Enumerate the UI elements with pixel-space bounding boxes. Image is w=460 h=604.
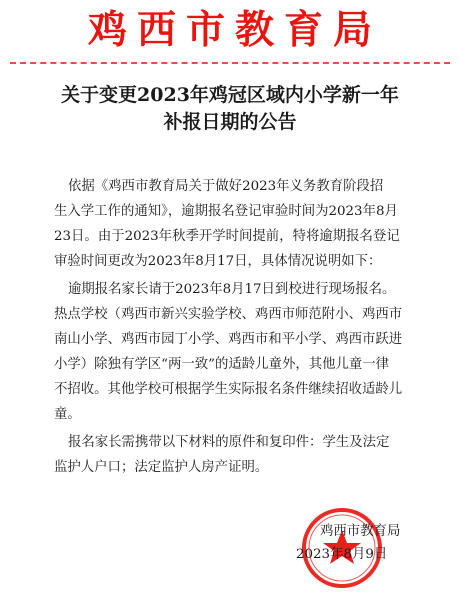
paragraph-line: 报名家长需携带以下材料的原件和复印件：学生及法定 (68, 435, 390, 450)
letterhead-title: 鸡西市教育局 (87, 7, 382, 53)
letterhead-divider (10, 62, 450, 64)
paragraph-line: 童。 (54, 407, 81, 422)
paragraph-line: 生入学工作的通知》，逾期报名登记审验时间为2023年8月 (54, 204, 398, 219)
document-title (0, 82, 460, 136)
paragraph-line: 不招收。其他学校可根据学生实际报名条件继续招收适龄儿 (54, 382, 403, 397)
paragraph-line: 热点学校（鸡西市新兴实验学校、鸡西市师范附小、鸡西市 (54, 307, 403, 322)
paragraph-3 (54, 430, 428, 480)
paragraph-line: 逾期报名家长请于2023年8月17日到校进行现场报名。 (68, 282, 396, 297)
paragraph-line: 依据《鸡西市教育局关于做好2023年义务教育阶段招 (68, 179, 384, 194)
paragraph-line: 小学）除独有学区“两一致”的适龄儿童外，其他儿童一律 (54, 357, 390, 372)
document-title-line: 补报日期的公告 (163, 111, 297, 133)
paragraph-2 (54, 277, 428, 427)
signature-org: 鸡西市教育局 (320, 524, 401, 539)
signature-date: 2023年8月9日 (296, 547, 388, 562)
paragraph-line: 南山小学、鸡西市园丁小学、鸡西市和平小学、鸡西市跃进 (54, 332, 403, 347)
paragraph-1 (54, 174, 428, 274)
document-title-line: 关于变更2023年鸡冠区域内小学新一年 (61, 84, 399, 106)
paragraph-line: 23日。由于2023年秋季开学时间提前，特将逾期报名登记 (54, 229, 400, 244)
paragraph-line: 监护人户口；法定监护人房产证明。 (54, 460, 269, 475)
paragraph-line: 审验时间更改为2023年8月17日，具体情况说明如下： (54, 254, 382, 269)
